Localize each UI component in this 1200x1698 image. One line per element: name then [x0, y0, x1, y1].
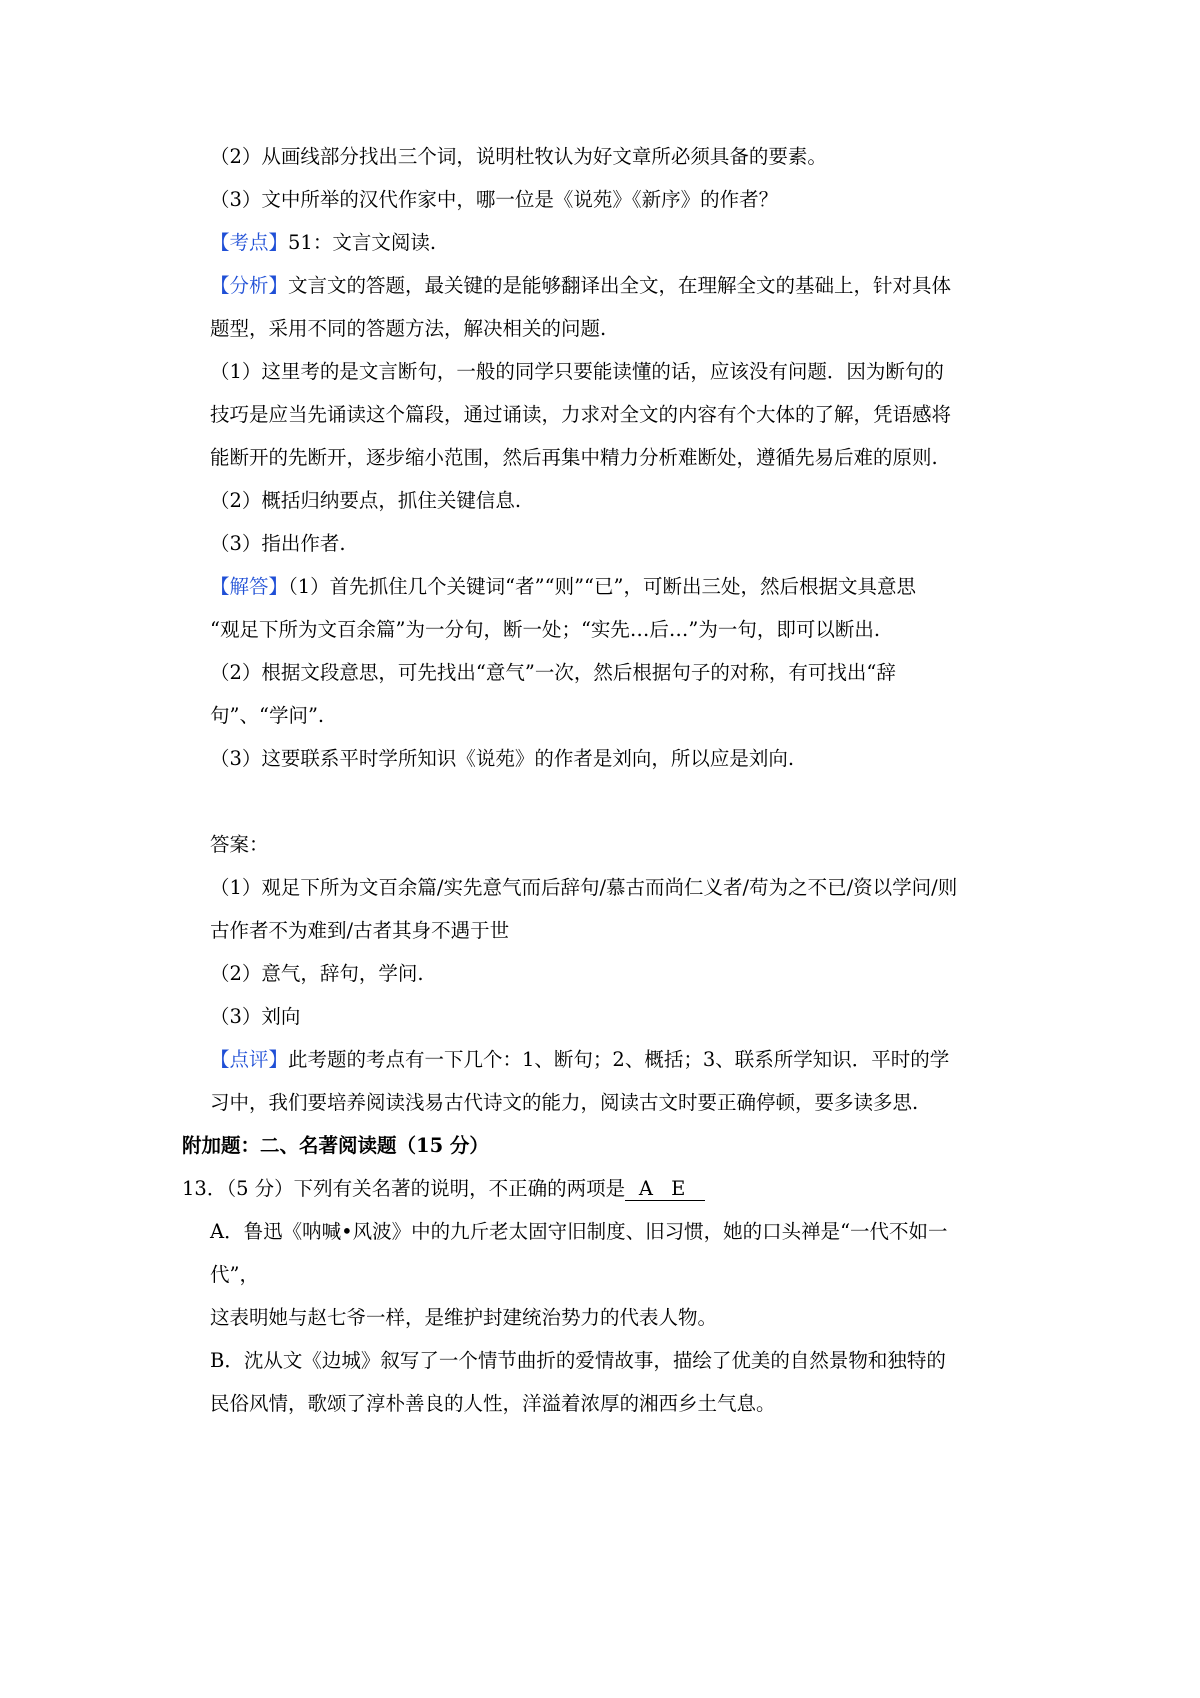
answer-label: 答案：: [210, 833, 269, 856]
answer-1-line-2: 古作者不为难到/古者其身不遇于世: [210, 919, 510, 942]
dianping-line-1: [210, 1047, 949, 1073]
fenxi-line-2: 题型，采用不同的答题方法，解决相关的问题.: [210, 317, 607, 340]
answer-3: （3）刘向: [210, 1005, 301, 1028]
jieda-line-1: [210, 574, 916, 600]
dianping-text-1: 此考题的考点有一下几个：1、断句；2、概括；3、联系所学知识．平时的学: [288, 1048, 950, 1071]
answer-2: （2）意气，辞句，学问.: [210, 962, 424, 985]
option-a-line-2: 代”，: [210, 1263, 259, 1286]
jieda-text-1: （1）首先抓住几个关键词“者”“则”“已”，可断出三处，然后根据文具意思: [288, 575, 916, 598]
question-13-text: 13．（5 分）下列有关名著的说明，不正确的两项是: [182, 1177, 626, 1200]
fenxi-p1-line-1: （1）这里考的是文言断句，一般的同学只要能读懂的话，应该没有问题．因为断句的: [210, 360, 944, 383]
fenxi-tag: 【分析】: [210, 274, 289, 297]
kaodian-line: [210, 230, 436, 256]
option-a-line-1: A．鲁迅《呐喊•风波》中的九斤老太固守旧制度、旧习惯，她的口头禅是“一代不如一: [210, 1220, 948, 1243]
question-2-text: （2）从画线部分找出三个词，说明杜牧认为好文章所必须具备的要素。: [210, 145, 827, 168]
option-a-line-3: 这表明她与赵七爷一样，是维护封建统治势力的代表人物。: [210, 1306, 718, 1329]
fenxi-line-1: [210, 273, 951, 299]
answer-blank: A E: [625, 1178, 705, 1201]
fenxi-p2: （2）概括归纳要点，抓住关键信息.: [210, 489, 522, 512]
dianping-line-2: 习中，我们要培养阅读浅易古代诗文的能力，阅读古文时要正确停顿，要多读多思.: [210, 1091, 919, 1114]
kaodian-text: 51：文言文阅读.: [288, 231, 437, 254]
dianping-tag: 【点评】: [210, 1048, 289, 1071]
question-13-stem: [182, 1176, 705, 1202]
fenxi-p3: （3）指出作者.: [210, 532, 346, 555]
jieda-tag: 【解答】: [210, 575, 289, 598]
kaodian-tag: 【考点】: [210, 231, 289, 254]
fenxi-p1-line-3: 能断开的先断开，逐步缩小范围，然后再集中精力分析难断处，遵循先易后难的原则.: [210, 446, 938, 469]
jieda-p3: （3）这要联系平时学所知识《说苑》的作者是刘向，所以应是刘向.: [210, 747, 795, 770]
question-3-text: （3）文中所举的汉代作家中，哪一位是《说苑》《新序》的作者？: [210, 188, 779, 211]
fenxi-p1-line-2: 技巧是应当先诵读这个篇段，通过诵读，力求对全文的内容有个大体的了解，凭语感将: [210, 403, 952, 426]
jieda-p2-line-2: 句”、“学问”.: [210, 704, 325, 727]
jieda-line-2: “观足下所为文百余篇”为一分句，断一处；“实先…后…”为一句，即可以断出.: [210, 618, 881, 641]
option-b-line-1: B．沈从文《边城》叙写了一个情节曲折的爱情故事，描绘了优美的自然景物和独特的: [210, 1349, 946, 1372]
jieda-p2-line-1: （2）根据文段意思，可先找出“意气”一次，然后根据句子的对称，有可找出“辞: [210, 661, 896, 684]
answer-1-line-1: （1）观足下所为文百余篇/实先意气而后辞句/慕古而尚仁义者/苟为之不已/资以学问/则: [210, 876, 958, 899]
fenxi-text-1: 文言文的答题，最关键的是能够翻译出全文，在理解全文的基础上，针对具体: [288, 274, 952, 297]
section-heading: 附加题：二、名著阅读题（15 分）: [182, 1134, 489, 1157]
option-b-line-2: 民俗风情，歌颂了淳朴善良的人性，洋溢着浓厚的湘西乡土气息。: [210, 1392, 776, 1415]
